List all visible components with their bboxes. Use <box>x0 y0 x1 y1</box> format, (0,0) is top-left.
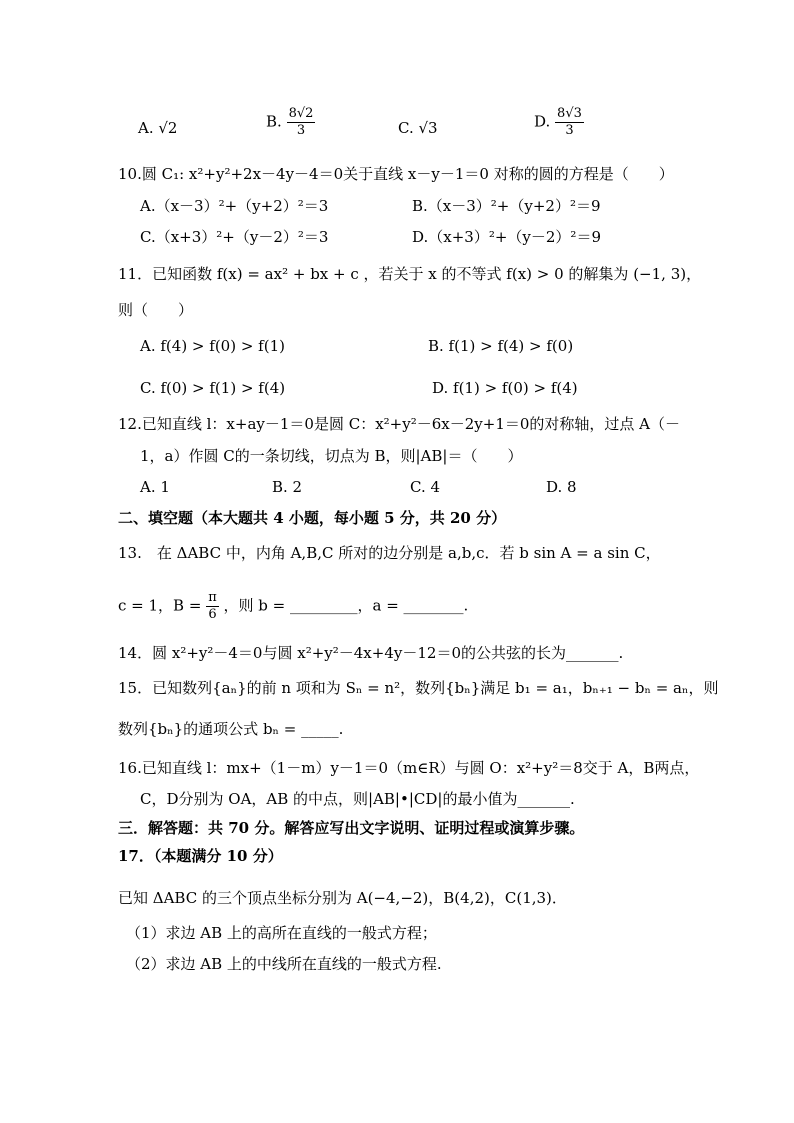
q12-option-c: C. 4 <box>410 478 441 496</box>
q10-option-b: B.（x－3）²+（y+2）²＝9 <box>412 197 601 215</box>
q12-stem: 12.已知直线 l：x+ay－1＝0是圆 C：x²+y²－6x－2y+1＝0的对称轴，过点 A（－ <box>118 415 681 433</box>
section-heading-fill-in: 二、填空题（本大题共 4 小题，每小题 5 分，共 20 分） <box>118 509 507 527</box>
q17-part-1: （1）求边 AB 上的高所在直线的一般式方程； <box>126 924 437 942</box>
q12-option-b: B. 2 <box>272 478 303 496</box>
fraction-denominator: 3 <box>296 123 306 138</box>
q10-option-d: D.（x+3）²+（y－2）²＝9 <box>412 228 601 246</box>
q11-option-c: C. f(0) > f(1) > f(4) <box>140 379 286 397</box>
q17-stem: 已知 ΔABC 的三个顶点坐标分别为 A(−4,−2)，B(4,2)，C(1,3)． <box>118 889 567 907</box>
q9-option-b-label: B. <box>266 112 282 131</box>
q13-stem-continued <box>118 590 468 623</box>
q17-title: 17．（本题满分 10 分） <box>118 847 283 865</box>
q12-stem-continued: 1，a）作圆 C的一条切线，切点为 B，则|AB|＝（ ） <box>140 447 523 465</box>
q9-option-c: C. √3 <box>398 119 438 137</box>
q10-option-a: A.（x－3）²+（y+2）²＝3 <box>140 197 329 215</box>
q9-option-b <box>266 106 315 139</box>
q11-option-d: D. f(1) > f(0) > f(4) <box>432 379 578 397</box>
q16-stem: 16.已知直线 l：mx+（1－m）y－1＝0（m∈R）与圆 O：x²+y²＝8交于 A，B两点， <box>118 759 700 777</box>
fraction-denominator: 3 <box>565 123 574 138</box>
fraction-denominator: 6 <box>208 607 217 622</box>
fraction-numerator: π <box>208 590 217 605</box>
q12-option-d: D. 8 <box>546 478 577 496</box>
q13-fraction <box>206 590 219 623</box>
q9-option-d-label: D. <box>534 112 551 131</box>
q13-stem-suffix: ，则 b = _________，a = ________. <box>223 596 469 615</box>
q17-part-2: （2）求边 AB 上的中线所在直线的一般式方程. <box>126 955 442 973</box>
q16-stem-continued: C，D分别为 OA，AB 的中点，则|AB|•|CD|的最小值为_______. <box>140 790 575 808</box>
q12-option-a: A. 1 <box>140 478 170 496</box>
q9-option-d-fraction <box>555 106 584 139</box>
fraction-numerator: 8√2 <box>288 106 314 121</box>
q9-option-b-fraction <box>287 106 316 139</box>
q11-stem: 11．已知函数 f(x) = ax² + bx + c ，若关于 x 的不等式 f(x) > 0 的解集为 (−1, 3)， <box>118 265 702 283</box>
q15-stem-continued: 数列{bₙ}的通项公式 bₙ = _____. <box>118 720 344 738</box>
section-heading-solutions: 三．解答题：共 70 分。解答应写出文字说明、证明过程或演算步骤。 <box>118 819 585 837</box>
fraction-numerator: 8√3 <box>557 106 582 121</box>
q10-stem: 10.圆 C₁: x²+y²+2x－4y－4＝0关于直线 x－y－1＝0 对称的圆的方程是（ ） <box>118 165 674 183</box>
q11-option-a: A. f(4) > f(0) > f(1) <box>140 337 285 355</box>
q15-stem: 15．已知数列{aₙ}的前 n 项和为 Sₙ = n²，数列{bₙ}满足 b₁ = a₁，bₙ₊₁ − bₙ = aₙ，则 <box>118 679 719 697</box>
q10-option-c: C.（x+3）²+（y－2）²＝3 <box>140 228 329 246</box>
q14-stem: 14．圆 x²+y²－4＝0与圆 x²+y²－4x+4y－12＝0的公共弦的长为_______. <box>118 644 624 662</box>
q9-option-a: A. √2 <box>138 119 178 137</box>
q9-option-d <box>534 106 584 139</box>
q11-option-b: B. f(1) > f(4) > f(0) <box>428 337 574 355</box>
q13-stem-prefix: c = 1，B = <box>118 596 202 615</box>
q11-stem-continued: 则（ ） <box>118 301 194 319</box>
q13-stem: 13. 在 ΔABC 中，内角 A,B,C 所对的边分别是 a,b,c．若 b sin A = a sin C， <box>118 544 661 562</box>
